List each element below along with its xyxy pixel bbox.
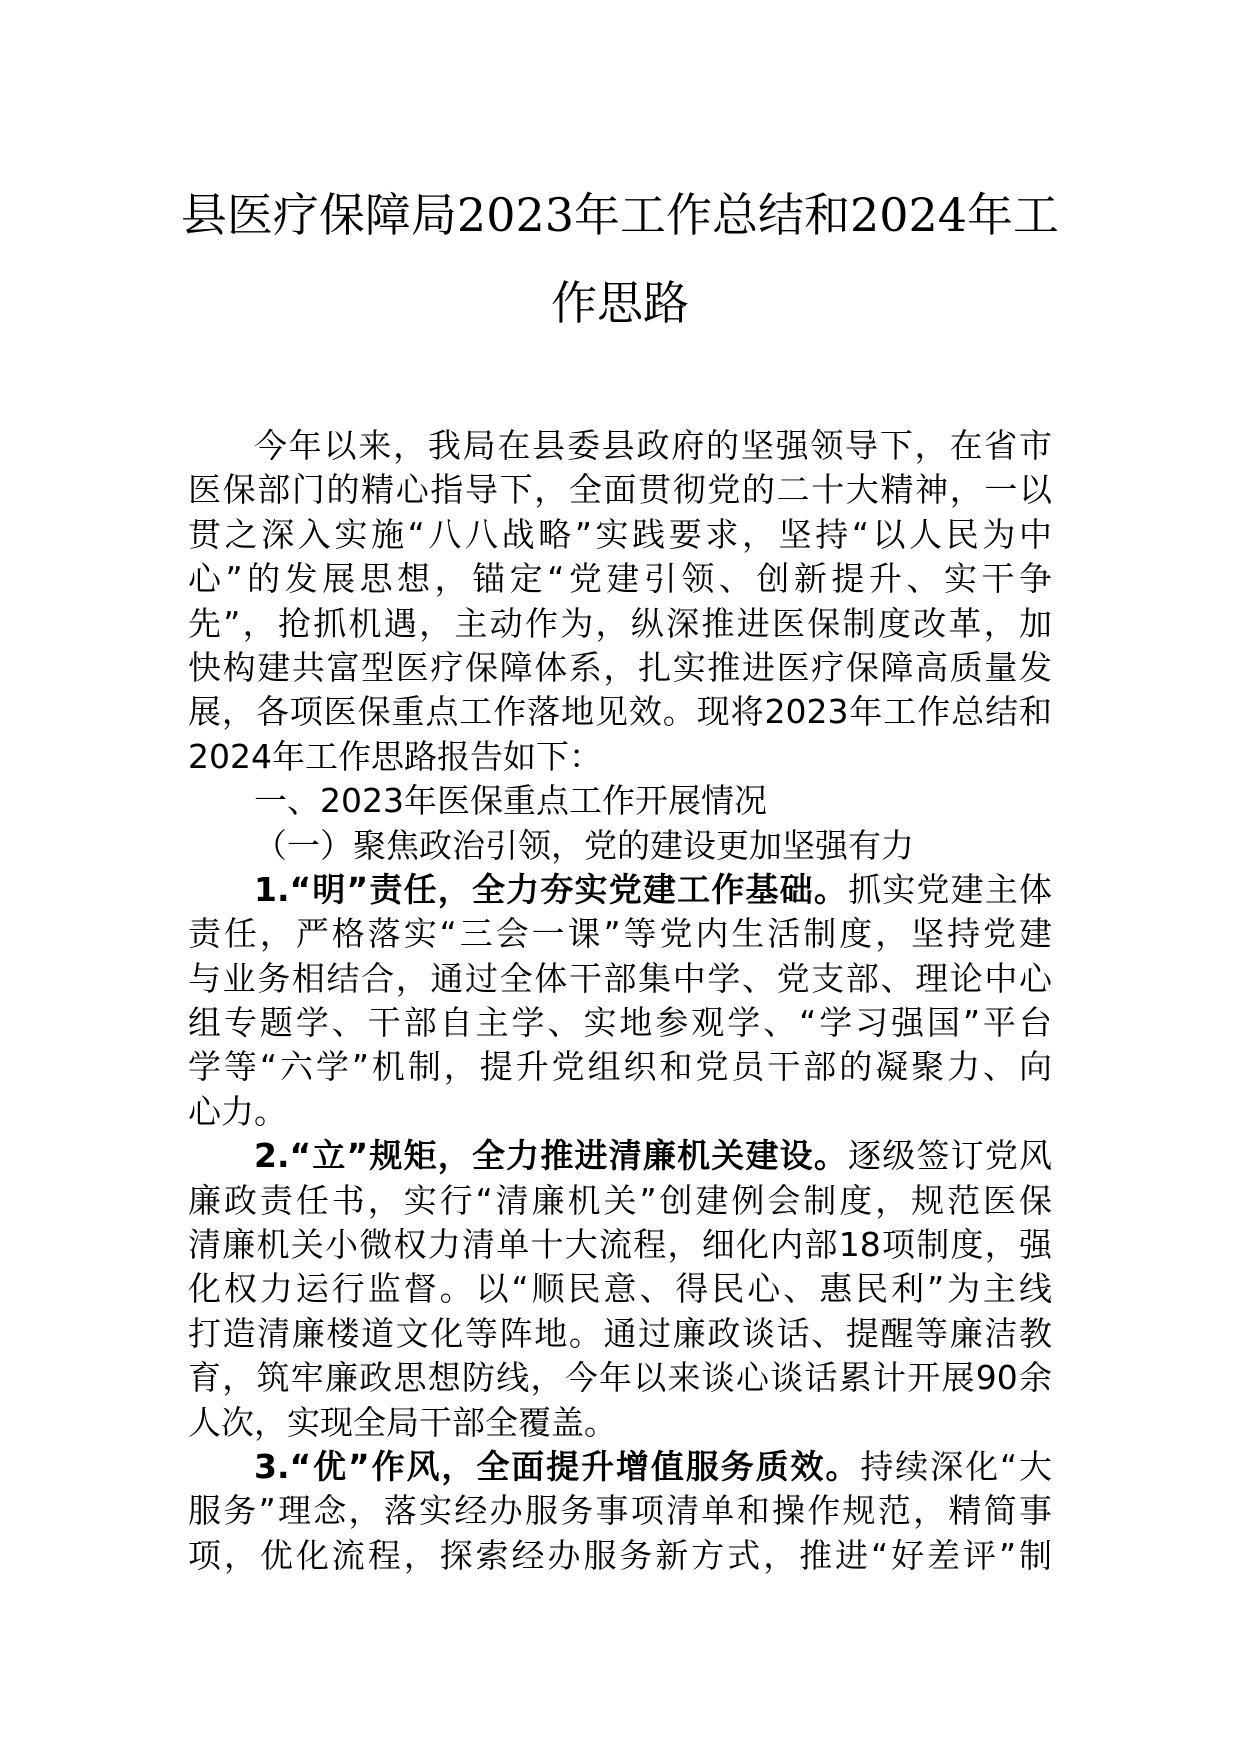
item-lead-bold: 2.“立”规矩，全力推进清廉机关建设。 <box>254 1136 849 1176</box>
item-lead-text: 逐级签订党风 <box>848 1136 1052 1176</box>
body-line: 医保部门的精心指导下，全面贯彻党的二十大精神，一以 <box>188 470 1052 510</box>
body-line: 与业务相结合，通过全体干部集中学、党支部、理论中心 <box>188 958 1052 998</box>
body-line: 育，筑牢廉政思想防线，今年以来谈心谈话累计开展90余 <box>188 1358 1052 1398</box>
item-lead-line <box>188 868 1052 912</box>
section-heading: 一、2023年医保重点工作开展情况 <box>254 781 767 821</box>
body-line: 心力。 <box>188 1091 287 1131</box>
body-line: 清廉机关小微权力清单十大流程，细化内部18项制度，强 <box>188 1225 1052 1265</box>
document-title-line-2: 作思路 <box>551 276 689 330</box>
body-line: 展，各项医保重点工作落地见效。现将2023年工作总结和 <box>188 692 1052 732</box>
body-line: 人次，实现全局干部全覆盖。 <box>188 1402 617 1442</box>
item-lead-bold: 3.“优”作风，全面提升增值服务质效。 <box>254 1446 861 1486</box>
item-lead-line <box>188 1445 1052 1489</box>
body-line: 服务”理念，落实经办服务事项清单和操作规范，精简事 <box>188 1491 1052 1531</box>
document-body <box>188 424 1052 1578</box>
body-line: 先”，抢抓机遇，主动作为，纵深推进医保制度改革，加 <box>188 603 1052 643</box>
body-line: 化权力运行监督。以“顺民意、得民心、惠民利”为主线 <box>188 1269 1052 1309</box>
document-title-line-1: 县医疗保障局2023年工作总结和2024年工 <box>180 188 1060 242</box>
body-line: 快构建共富型医疗保障体系，扎实推进医疗保障高质量发 <box>188 647 1052 687</box>
body-line: 组专题学、干部自主学、实地参观学、“学习强国”平台 <box>188 1003 1052 1043</box>
item-lead-line <box>188 1134 1052 1178</box>
item-lead-bold: 1.“明”责任，全力夯实党建工作基础。 <box>254 869 849 909</box>
body-line: 打造清廉楼道文化等阵地。通过廉政谈话、提醒等廉洁教 <box>188 1313 1052 1353</box>
item-lead-text: 抓实党建主体 <box>848 869 1052 909</box>
body-line: 廉政责任书，实行“清廉机关”创建例会制度，规范医保 <box>188 1180 1052 1220</box>
body-line: 心”的发展思想，锚定“党建引领、创新提升、实干争 <box>188 559 1052 599</box>
subsection-heading: （一）聚焦政治引领，党的建设更加坚强有力 <box>254 825 914 865</box>
body-line: 贯之深入实施“八八战略”实践要求，坚持“以人民为中 <box>188 514 1052 554</box>
body-line: 今年以来，我局在县委县政府的坚强领导下，在省市 <box>254 426 1052 465</box>
body-line: 项，优化流程，探索经办服务新方式，推进“好差评”制 <box>188 1535 1052 1575</box>
item-lead-text: 持续深化“大 <box>860 1446 1052 1486</box>
body-line: 学等“六学”机制，提升党组织和党员干部的凝聚力、向 <box>188 1047 1052 1087</box>
body-line: 责任，严格落实“三会一课”等党内生活制度，坚持党建 <box>188 914 1052 954</box>
body-line: 2024年工作思路报告如下： <box>188 736 602 776</box>
